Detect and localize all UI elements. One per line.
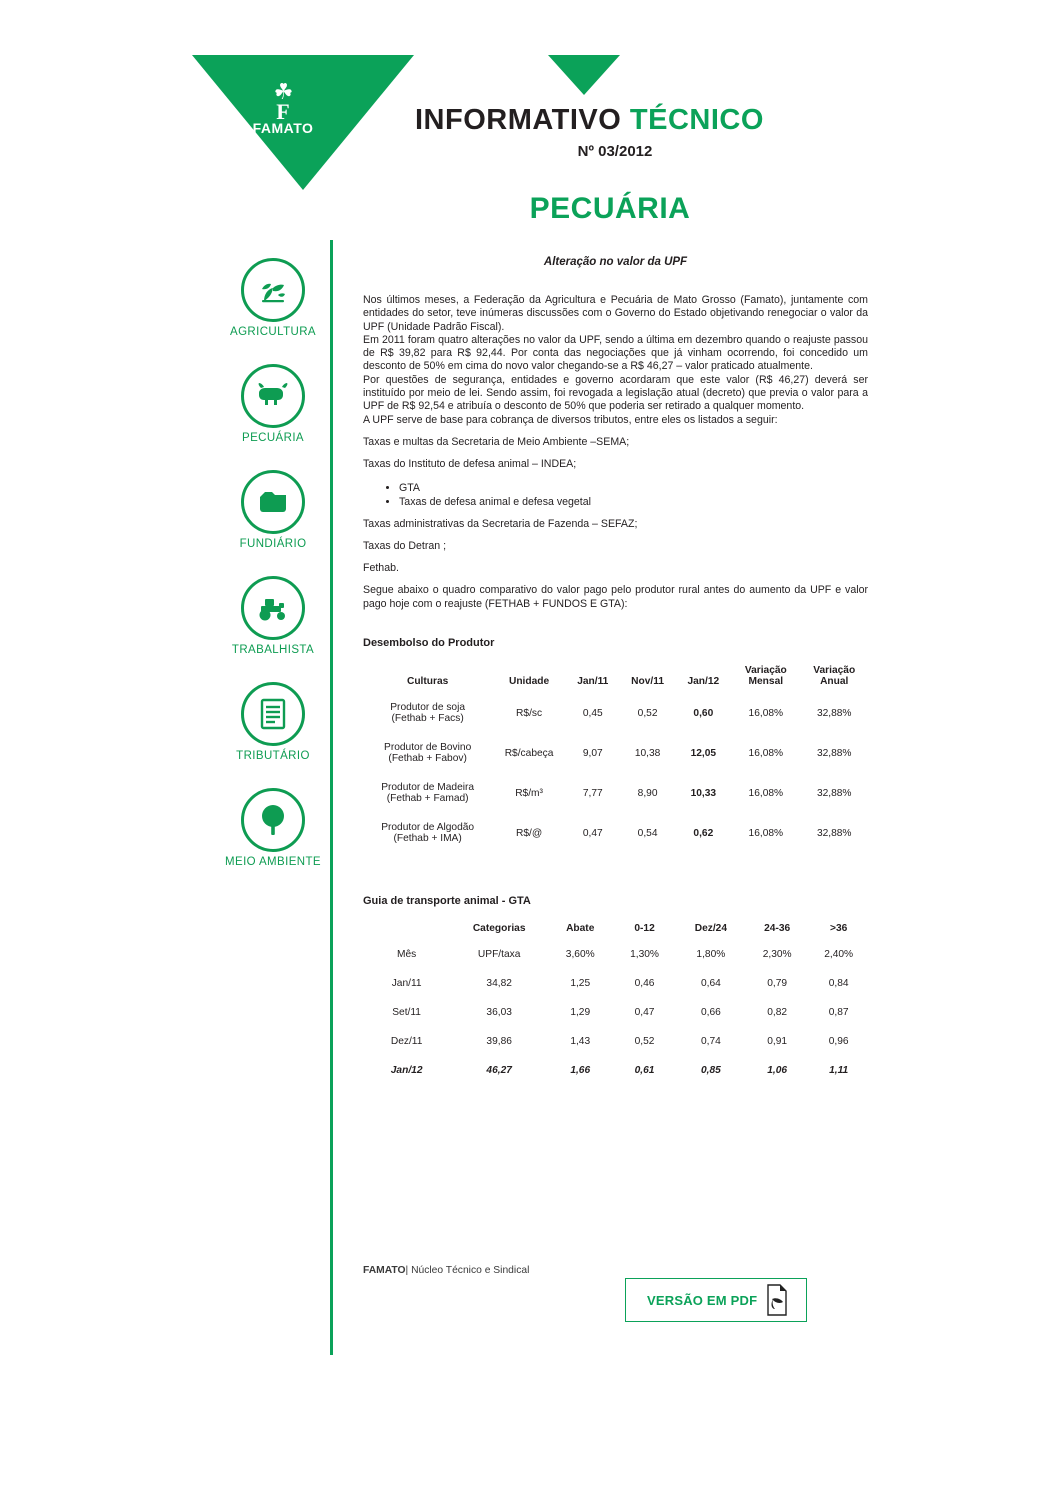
page-title xyxy=(415,104,815,137)
cell-abate: 1,66 xyxy=(570,1065,591,1077)
table-row xyxy=(363,813,868,853)
cell-mes: Jan/12 xyxy=(390,1065,423,1077)
cell-dez24: 0,66 xyxy=(700,1007,721,1019)
list-item: • Taxas de defesa animal e defesa vegetal xyxy=(399,495,868,509)
cell-upf-taxa: 34,82 xyxy=(486,978,512,990)
cell-unidade: R$/sc xyxy=(516,707,543,719)
paragraph-fethab: Fethab. xyxy=(363,562,399,575)
cell-0-12: 0,61 xyxy=(634,1065,655,1077)
sidebar-label-meio-ambiente: MEIO AMBIENTE xyxy=(225,856,321,868)
paragraph-closing: Segue abaixo o quadro comparativo do valor pago pelo produtor rural antes do aumento da UPF e valor pago hoje com o reajuste (FETHAB + FUNDOS E GTA): xyxy=(363,584,868,610)
footer-brand: FAMATO xyxy=(363,1265,406,1276)
cell-variacao-mensal: 16,08% xyxy=(748,827,784,839)
cell-dez24: 1,80% xyxy=(696,949,726,961)
cell-variacao-mensal: 16,08% xyxy=(748,787,784,799)
cell-variacao-anual: 32,88% xyxy=(816,707,852,719)
cell-line2: (Fethab + Fabov) xyxy=(388,753,467,765)
cell-jan12: 12,05 xyxy=(690,747,717,759)
cell-line1: Produtor de Algodão xyxy=(381,822,475,834)
table-row xyxy=(363,998,868,1027)
header-line2: Anual xyxy=(820,676,849,688)
sidebar-label-agricultura: AGRICULTURA xyxy=(230,326,316,338)
logo-wordmark: FAMATO xyxy=(252,120,314,136)
sidebar-label-pecuaria: PECUÁRIA xyxy=(242,432,304,444)
cell-24-36: 0,79 xyxy=(767,978,788,990)
cell-cultura xyxy=(363,813,492,853)
cell-24-36: 0,82 xyxy=(767,1007,788,1019)
table2-header-dez24: Dez/24 xyxy=(694,923,727,935)
cell-mes: Jan/11 xyxy=(391,978,422,990)
cell-36mais: 1,11 xyxy=(829,1065,849,1077)
table2-header-categorias: Categorias xyxy=(472,923,526,935)
sidebar-item-agricultura[interactable] xyxy=(218,258,328,338)
cell-jan12: 0,62 xyxy=(693,827,714,839)
paragraph-indea: Taxas do Instituto de defesa animal – INDEA; xyxy=(363,458,577,471)
plants-icon xyxy=(241,258,305,322)
table2-header-24-36: 24-36 xyxy=(764,923,791,935)
cell-0-12: 0,46 xyxy=(634,978,655,990)
cell-jan12: 10,33 xyxy=(690,787,717,799)
cell-36mais: 0,96 xyxy=(828,1036,849,1048)
cow-icon xyxy=(241,364,305,428)
table-guia-transporte-animal xyxy=(363,917,868,1085)
cell-line1: Produtor de soja xyxy=(390,702,466,714)
header-line1: Variação xyxy=(744,665,787,677)
table-row xyxy=(363,969,868,998)
list-item: • GTA xyxy=(399,481,868,495)
cell-dez24: 0,64 xyxy=(700,978,721,990)
sidebar-item-pecuaria[interactable] xyxy=(218,364,328,444)
cell-upf-taxa: 39,86 xyxy=(486,1036,512,1048)
cell-variacao-mensal: 16,08% xyxy=(748,707,784,719)
cell-nov11: 0,52 xyxy=(637,707,658,719)
cell-24-36: 2,30% xyxy=(762,949,792,961)
pdf-download-icon xyxy=(764,1283,790,1317)
cell-unidade: R$/m³ xyxy=(515,787,543,799)
paragraph-3: Por questões de segurança, entidades e governo acordaram que este valor (R$ 46,27) deverá ser instituído por meio de lei. Sendo assim, foi revogada a legislação atual (decreto) que previa o valor para a UPF de R$ 92,54 e atribuía o desconto de 50% que poderia ser retirado a qualquer momento. xyxy=(363,373,868,413)
sidebar-label-trabalhista: TRABALHISTA xyxy=(231,644,315,656)
cell-abate: 1,43 xyxy=(570,1036,591,1048)
cell-abate: 1,29 xyxy=(570,1007,591,1019)
document-header xyxy=(0,0,1058,250)
cell-line2: (Fethab + Facs) xyxy=(391,713,464,725)
cell-upf-taxa: UPF/taxa xyxy=(477,949,521,961)
cell-jan12: 0,60 xyxy=(693,707,714,719)
cell-nov11: 0,54 xyxy=(637,827,658,839)
sidebar-item-trabalhista[interactable] xyxy=(218,576,328,656)
cell-cultura xyxy=(363,733,492,773)
table1-title: Desembolso do Produtor xyxy=(363,637,495,650)
cell-0-12: 1,30% xyxy=(630,949,659,961)
article-body xyxy=(363,250,868,1085)
table-row xyxy=(363,733,868,773)
cell-0-12: 0,52 xyxy=(634,1036,655,1048)
paragraph-sema: Taxas e multas da Secretaria de Meio Ambiente –SEMA; xyxy=(363,435,630,448)
table-row xyxy=(363,693,868,733)
paragraph-sefaz: Taxas administrativas da Secretaria de Fazenda – SEFAZ; xyxy=(363,517,638,530)
table-header-row xyxy=(363,659,868,693)
paragraph-2: Em 2011 foram quatro alterações no valor da UPF, sendo a última em dezembro quando o reajuste passou de R$ 39,82 para R$ 92,44. Por conta das negociações que já vinham ocorrendo, foi concedido um desconto de 50% em cima do novo valor chegando-se a R$ 46,27 – valor praticado atualmente. xyxy=(363,333,868,373)
vertical-divider xyxy=(330,240,333,1355)
cell-nov11: 8,90 xyxy=(637,787,658,799)
cell-nov11: 10,38 xyxy=(634,747,661,759)
table1-header-variacao-mensal xyxy=(731,659,800,693)
cell-24-36: 1,06 xyxy=(767,1065,788,1077)
paragraph-detran: Taxas do Detran ; xyxy=(363,539,447,552)
tax-bullet-list xyxy=(363,481,868,509)
issue-number: Nº 03/2012 xyxy=(577,143,653,160)
pdf-version-button[interactable] xyxy=(625,1278,807,1322)
table-row-highlight xyxy=(363,1056,868,1085)
cell-line2: (Fethab + IMA) xyxy=(393,833,462,845)
cell-jan11: 0,47 xyxy=(582,827,603,839)
logo-f-letter: F xyxy=(276,99,290,124)
cell-line1: Produtor de Madeira xyxy=(381,782,475,794)
cell-dez24: 0,85 xyxy=(700,1065,721,1077)
cell-24-36: 0,91 xyxy=(767,1036,788,1048)
cell-abate: 1,25 xyxy=(570,978,591,990)
table2-header-abate: Abate xyxy=(566,923,595,935)
tree-icon xyxy=(241,788,305,852)
article-subtitle: Alteração no valor da UPF xyxy=(543,256,688,268)
title-accent: TÉCNICO xyxy=(629,104,764,136)
cell-variacao-mensal: 16,08% xyxy=(748,747,784,759)
table-desembolso-produtor xyxy=(363,659,868,853)
cell-variacao-anual: 32,88% xyxy=(816,787,852,799)
table1-header-jan11: Jan/11 xyxy=(577,676,609,688)
cell-cultura xyxy=(363,693,492,733)
cell-abate: 3,60% xyxy=(565,949,595,961)
category-sidebar xyxy=(218,258,328,894)
table1-header-nov11: Nov/11 xyxy=(631,676,665,688)
cell-mes: Set/11 xyxy=(392,1007,421,1019)
famato-logo-mark xyxy=(240,79,326,148)
table2-header-0-12: 0-12 xyxy=(634,923,655,935)
table-row xyxy=(363,1027,868,1056)
cell-jan11: 0,45 xyxy=(582,707,603,719)
cell-upf-taxa: 36,03 xyxy=(486,1007,512,1019)
table2-header-blank xyxy=(363,917,450,940)
sidebar-label-tributario: TRIBUTÁRIO xyxy=(236,750,310,762)
cell-variacao-anual: 32,88% xyxy=(816,747,852,759)
cell-0-12: 0,47 xyxy=(634,1007,655,1019)
cell-unidade: R$/@ xyxy=(515,827,543,839)
land-icon xyxy=(241,470,305,534)
paragraph-1: Nos últimos meses, a Federação da Agricultura e Pecuária de Mato Grosso (Famato), juntamente com entidades do setor, teve inúmeras discussões com o Governo do Estado objetivando renegociar o valor da UPF (Unidade Padrão Fiscal). xyxy=(363,294,868,333)
cell-jan11: 7,77 xyxy=(582,787,603,799)
document-icon xyxy=(241,682,305,746)
cell-line2: (Fethab + Famad) xyxy=(386,793,469,805)
table-row xyxy=(363,940,868,969)
title-main: INFORMATIVO xyxy=(415,104,622,136)
table2-header-36mais: >36 xyxy=(830,923,848,935)
sidebar-label-fundiario: FUNDIÁRIO xyxy=(239,538,307,550)
footer-credit xyxy=(363,1265,529,1276)
header-line1: Variação xyxy=(813,665,856,677)
sidebar-item-tributario[interactable] xyxy=(218,682,328,762)
cell-36mais: 0,87 xyxy=(828,1007,849,1019)
table1-header-culturas: Culturas xyxy=(406,676,449,688)
decorative-chevron xyxy=(548,55,620,95)
tractor-icon xyxy=(241,576,305,640)
table1-header-unidade: Unidade xyxy=(508,676,550,688)
cell-mes: Mês xyxy=(397,949,417,961)
pdf-version-label: VERSÃO EM PDF xyxy=(647,1292,758,1308)
table1-header-variacao-anual xyxy=(800,659,868,693)
cell-36mais: 2,40% xyxy=(824,949,854,961)
table1-header-jan12: Jan/12 xyxy=(687,676,720,688)
table-row xyxy=(363,773,868,813)
document-title: PECUÁRIA xyxy=(529,192,691,225)
cell-unidade: R$/cabeça xyxy=(504,747,554,759)
footer-note-text: | Núcleo Técnico e Sindical xyxy=(405,1265,530,1276)
cell-cultura xyxy=(363,773,492,813)
cell-jan11: 9,07 xyxy=(582,747,603,759)
cell-dez24: 0,74 xyxy=(700,1036,721,1048)
cell-mes: Dez/11 xyxy=(390,1036,423,1048)
cell-36mais: 0,84 xyxy=(828,978,849,990)
table2-title: Guia de transporte animal - GTA xyxy=(363,895,531,908)
paragraph-4: A UPF serve de base para cobrança de diversos tributos, entre eles os listados a seguir: xyxy=(363,413,778,426)
cell-line1: Produtor de Bovino xyxy=(384,742,472,754)
sidebar-item-fundiario[interactable] xyxy=(218,470,328,550)
header-line2: Mensal xyxy=(748,676,784,688)
cell-upf-taxa: 46,27 xyxy=(486,1065,512,1077)
logo-leaf-icon: ☘ xyxy=(273,79,293,104)
sidebar-item-meio-ambiente[interactable] xyxy=(218,788,328,868)
cell-variacao-anual: 32,88% xyxy=(816,827,852,839)
table-header-row xyxy=(363,917,868,940)
